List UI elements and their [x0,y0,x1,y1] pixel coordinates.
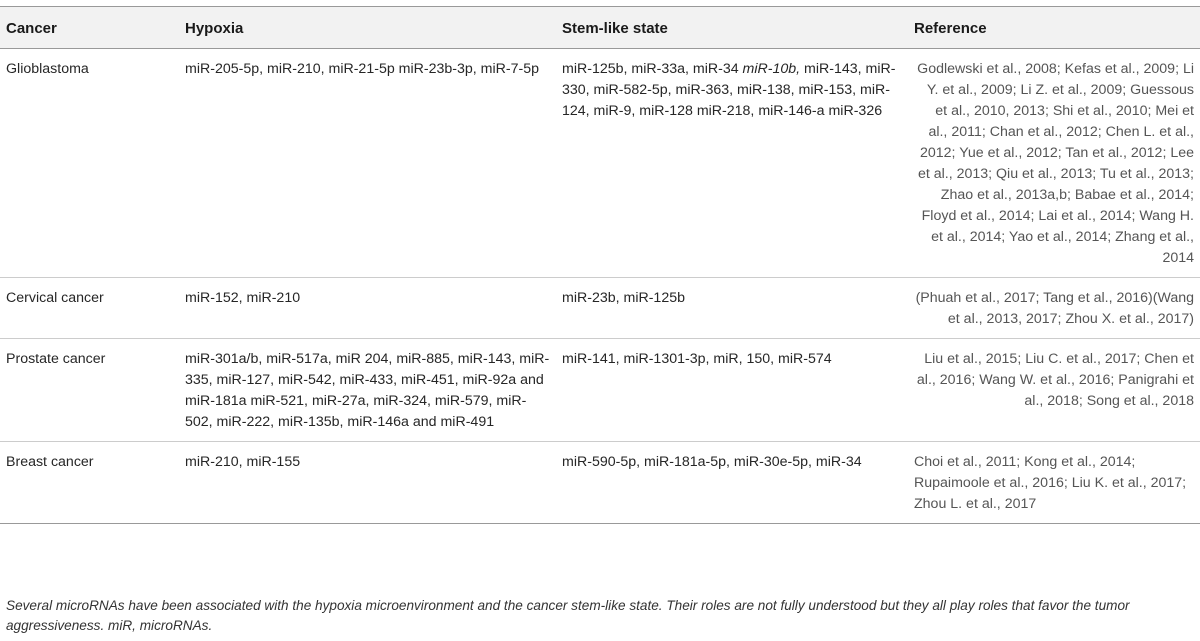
cell-stem-like-state [556,49,906,278]
table-row [0,442,1200,524]
cell-cancer: Prostate cancer [0,339,179,442]
table-body [0,49,1200,524]
mirna-table-container [0,6,1200,524]
cell-stem-like-state: miR-590-5p, miR-181a-5p, miR-30e-5p, miR-34 [556,442,906,524]
cell-reference: Liu et al., 2015; Liu C. et al., 2017; Chen et al., 2016; Wang W. et al., 2016; Panigrahi et al., 2018; Song et al., 2018 [906,339,1200,442]
header-cancer: Cancer [0,7,179,49]
table-row [0,278,1200,339]
cell-reference: Godlewski et al., 2008; Kefas et al., 2009; Li Y. et al., 2009; Li Z. et al., 2009; Guessous et al., 2010, 2013; Shi et al., 2010; Mei et al., 2011; Chan et al., 2012; Chen L. et al., 2012; Yue et al., 2012; Tan et al., 2012; Lee et al., 2013; Qiu et al., 2013; Tu et al., 2013; Zhao et al., 2013a,b; Babae et al., 2014; Floyd et al., 2014; Lai et al., 2014; Wang H. et al., 2014; Yao et al., 2014; Zhang et al., 2014 [906,49,1200,278]
cell-hypoxia: miR-210, miR-155 [179,442,556,524]
table-header [0,7,1200,49]
stem-text-italic: miR-10b, [742,61,801,77]
mirna-table [0,6,1200,524]
cell-hypoxia: miR-152, miR-210 [179,278,556,339]
header-hypoxia: Hypoxia [179,7,556,49]
stem-text-part: miR-125b, miR-33a, miR-34 [562,61,743,77]
header-stem-like-state: Stem-like state [556,7,906,49]
cell-stem-like-state: miR-23b, miR-125b [556,278,906,339]
cell-stem-like-state: miR-141, miR-1301-3p, miR, 150, miR-574 [556,339,906,442]
table-footnote: Several microRNAs have been associated with the hypoxia microenvironment and the cancer stem-like state. Their roles are not fully understood but they all play roles that favor the tumor aggressiveness. miR, microRNAs. [6,598,1130,633]
cell-cancer: Glioblastoma [0,49,179,278]
cell-reference: (Phuah et al., 2017; Tang et al., 2016)(Wang et al., 2013, 2017; Zhou X. et al., 2017) [906,278,1200,339]
cell-hypoxia: miR-301a/b, miR-517a, miR 204, miR-885, miR-143, miR-335, miR-127, miR-542, miR-433, miR-451, miR-92a and miR-181a miR-521, miR-27a, miR-324, miR-579, miR-502, miR-222, miR-135b, miR-146a and miR-491 [179,339,556,442]
cell-cancer: Cervical cancer [0,278,179,339]
cell-reference: Choi et al., 2011; Kong et al., 2014; Rupaimoole et al., 2016; Liu K. et al., 2017; Zhou L. et al., 2017 [906,442,1200,524]
cell-hypoxia: miR-205-5p, miR-210, miR-21-5p miR-23b-3p, miR-7-5p [179,49,556,278]
table-row [0,339,1200,442]
cell-cancer: Breast cancer [0,442,179,524]
table-row [0,49,1200,278]
header-reference: Reference [906,7,1200,49]
stem-text-part: miR-143, miR-330, miR-582-5p, miR-363, miR-138, miR-153, miR-124, miR-9, miR-128 miR-218, miR-146-a miR-326 [562,61,896,119]
header-row [0,7,1200,49]
